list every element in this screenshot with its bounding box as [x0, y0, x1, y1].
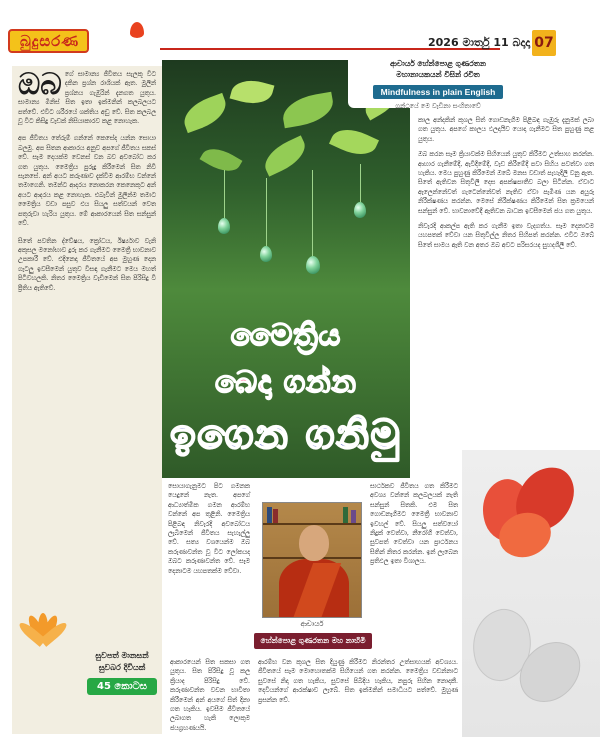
leaf-icon — [200, 142, 243, 178]
right-paragraph-3: නිවැරදි ආකල්ප ඇති කර ගැනීම ඉතා වැදගත්ය. සෑම දෙනාටම යහපතක් වේවා යන සිතුවිල්ල නිතර සිහිපත් කරන්න. එවිට ඔබේ සිතේ සාමය ඇති වන අතර ඔබ අවට පරිසරයද සුහදශීලී වේ. — [418, 223, 594, 249]
info-subline: ග්‍රන්ථයේ මෙ වැඩිනා සංහිතාවේ — [395, 102, 481, 110]
water-drop-icon — [354, 202, 366, 218]
book-title-tag: Mindfulness in plain English — [373, 85, 504, 99]
masthead — [0, 0, 600, 60]
water-drop-icon — [218, 218, 230, 234]
bottom-left-column — [170, 658, 250, 733]
author-info-box — [348, 52, 528, 108]
right-paragraph-1: කාල අන්දකින් කුශල සිත් ගොඩනැගීම පිළිබඳ ගැඹුරු දැනුමක් ලබා ගත යුතුය. අපගේ කාලය ඵලදායීව යොදා ගැනීමට සිත පුහුණු කළ යුතුය. — [418, 117, 594, 143]
drop-cap: ඔබ — [18, 67, 62, 102]
middle-column-2 — [370, 482, 458, 567]
episode-badge: 45 කොටස — [87, 678, 157, 695]
flame-icon — [130, 22, 144, 38]
series-promo — [80, 650, 164, 722]
portrait-caption: ආචාර්ය — [300, 620, 324, 628]
lotus-icon — [18, 603, 68, 643]
leaf-icon — [230, 75, 275, 109]
promo-line-1: සුවපත් මානසන් — [95, 651, 149, 660]
headline-line-2: බෙදා ගන්න — [215, 365, 357, 400]
leaf-icon — [280, 92, 336, 129]
middle-column-1 — [168, 482, 250, 576]
head — [299, 525, 329, 561]
middle-paragraph-2: සාර්ථකව ජීවිතය ගත කිරීමට අවශ්‍ය වන්නේ කලබලයක් නැති සන්සුන් සිතකි. එම සිත ගොඩනැගීමට මෛත්‍රී භාවනාව ඉවහල් වේ. සියලු සත්වයෝ නිදුක් වෙත්වා, නීරෝගී වෙත්වා, සුවපත් වෙත්වා යන ප්‍රාර්ථනය සිතින් නිතර කරන්න. ඉන් ලැබෙන ප්‍රතිඵල ඉතා විශාලය. — [370, 483, 458, 566]
stem — [360, 164, 361, 204]
bottom-right-column — [258, 658, 458, 705]
left-paragraph-2: අප ජීවිතය තේරුම් ගන්නේ කෙසේද යන්න සොයා බලමු. අප සිතන ආකාරය අනුව අපගේ ජීවිතය සකස් වේ. සෑම දෙයක්ම වෙනස් වන බව අවබෝධ කර ගත යුතුය. මෛත්‍රිය පුරුදු කිරීමෙන් සිත නිවී සැනසේ. අන් අයට කරුණාව දැක්වීම ආරම්භ වන්නේ තමාගෙනි. තමන්ට ආදරය නොකරන කෙනෙකුට අන් අයට ආදරය කළ නොහැක. එබැවින් මුලින්ම තමාට මෛත්‍රිය වඩා පසුව එය සියලු සත්වයන් වෙත පතුරුවා හැරිය යුතුය. මේ ආකාරයෙන් සිත සන්සුන් වේ. — [18, 135, 156, 228]
right-paragraph-2: ඔබ කරන සෑම ක්‍රියාවක්ම සිහියෙන් යුතුව කිරීමට උත්සාහ කරන්න. ආහාර ගැනීමේදී, ඇවිදීමේදී, වැඩ කිරීමේදී පවා සිහිය පවත්වා ගත හැකිය. මෙය පුහුණු කිරීමෙන් ඔබේ මනස වඩාත් පැහැදිලි වනු ඇත. සිතේ ඇතිවන සිතුවිලි දෙස අපක්ෂපාතීව බලා සිටින්න. ඒවාට ඇලෙන්නේවත් ගැටෙන්නේවත් නැතිව ඒවා පැමිණ යන අයුරු නිරීක්ෂණය කරන්න. මෙසේ නිරීක්ෂණය කිරීමෙන් සිත ක්‍රමයෙන් සන්සුන් වේ. භාවනාවේදී ඇතිවන බාධක ඉවසීමෙන් ජය ගත යුතුය. — [418, 151, 594, 215]
water-drop-icon — [306, 256, 320, 274]
left-paragraph-3: සිතේ පවතින ද්වේෂය, ක්‍රෝධය, ඊර්ෂ්‍යාව වැනි අකුසල මනෝභාව දුරු කර ගැනීමට මෛත්‍රී භාවනාව උපකාරී වේ. එදිනෙදා ජීවිතයේ අප මුහුණ දෙන ගැටලු ඉවසීමෙන් යුතුව විසඳා ගැනීමට මෙය මහත් පිටිවහලකි. නිතර මෛත්‍රිය වැඩීමෙන් සිත පිරිසිදු වී ප්‍රීතිය ඇතිවේ. — [18, 237, 156, 292]
issue-date: 2026 මාර්තු 11 බදාදා — [428, 36, 531, 49]
page-number: 07 — [532, 30, 556, 56]
author-name-banner: හේන්පොළ ගුණරතන මහ නාහිමි — [254, 633, 372, 649]
logo — [8, 28, 89, 54]
water-drop-icon — [260, 246, 272, 262]
promo-line-2: සුවබර දිවියක් — [98, 663, 146, 672]
leaf-icon — [179, 93, 231, 133]
flower-decoration — [462, 450, 600, 737]
leaf-icon — [259, 135, 311, 176]
leaf-icon — [329, 122, 379, 162]
author-line-2: මහානායකයන් විසින් රචිත — [396, 70, 480, 79]
headline-line-1: මෛත්‍රිය — [230, 318, 342, 353]
bottom-right-paragraph: ආරම්භ වන කුශල සිත දියුණු කිරීමට නිරන්තර උත්සාහයක් අවශ්‍යය. ජීවිතයේ සෑම මොහොතක්ම සිහියෙන් ගත කරන්න. මෛත්‍රිය වඩන්නාට සුවසේ නිදා ගත හැකිය, සුවසේ පිබිදිය හැකිය, නපුරු සිහින නොදකී. දෙවියන්ගේ ආරක්ෂාව ලැබේ. සිත ඉක්මනින් සමාධියට පත්වේ. මුහුණ ප්‍රසන්න වේ. — [258, 659, 458, 704]
stem — [312, 170, 313, 258]
bottom-left-paragraph: ආකාරයෙන් සිත සකසා ගත යුතුය. සිත පිරිසිදු වූ කල ක්‍රියාද පිරිසිදු වේ. කරුණාවන්ත වචන භාවිතා කිරීමෙන් අන් අයගේ සිත් දිනා ගත හැකිය. ඉවසීම ජීවිතයේ ලබාගත හැකි ලොකුම ජයග්‍රහණයයි. — [170, 659, 250, 732]
hero-image — [162, 60, 410, 478]
author-line-1: ආචාර්ය හේන්පොළ ගුණරතන — [390, 59, 486, 68]
middle-paragraph-1: සොයාගැනුමට පිට ගමනක යෙදුනේ නැත. අපගේ ආධ්‍යාත්මික ගමන ආරම්භ වන්නේ අප තුළිනි. මෛත්‍රිය පිළිබඳ නිවැරදි අවබෝධය ලැබීමෙන් ජීවිතය සැහැල්ලු වේ. සත්‍ය වශයෙන්ම ඔබ කරුණාවන්ත වූ විට ලෝකයද ඔබට කරුණාවන්ත වේ. සෑම දෙනාටම යහපතක්ම වේවා. — [168, 483, 250, 575]
left-paragraph-1: ඔබ ගේ සාමාන්‍ය ජීවිතය සැලකූ විට දකින ප්‍රශ්න රාශියක් ඇත. මුලින් ප්‍රශ්නය ගැඹුරින් දැනගත යුතුය. සාමාන්‍ය මිනිස් සිත ඉතා ඉක්මනින් කලබලයට පත්වේ. එවිට ශරීරයේ ශක්තිය අඩු වේ. සිත කලබල වූ විට කිසිදු වැඩක් නිසියාකාරව කළ නොහැක. — [18, 67, 156, 126]
logo-text: බුදුසරණ — [8, 29, 89, 53]
headline-line-3: ඉගෙන ගනිමු — [170, 412, 402, 458]
stem — [224, 170, 225, 220]
author-portrait — [262, 502, 362, 618]
right-column — [418, 116, 594, 250]
stem — [266, 178, 267, 248]
